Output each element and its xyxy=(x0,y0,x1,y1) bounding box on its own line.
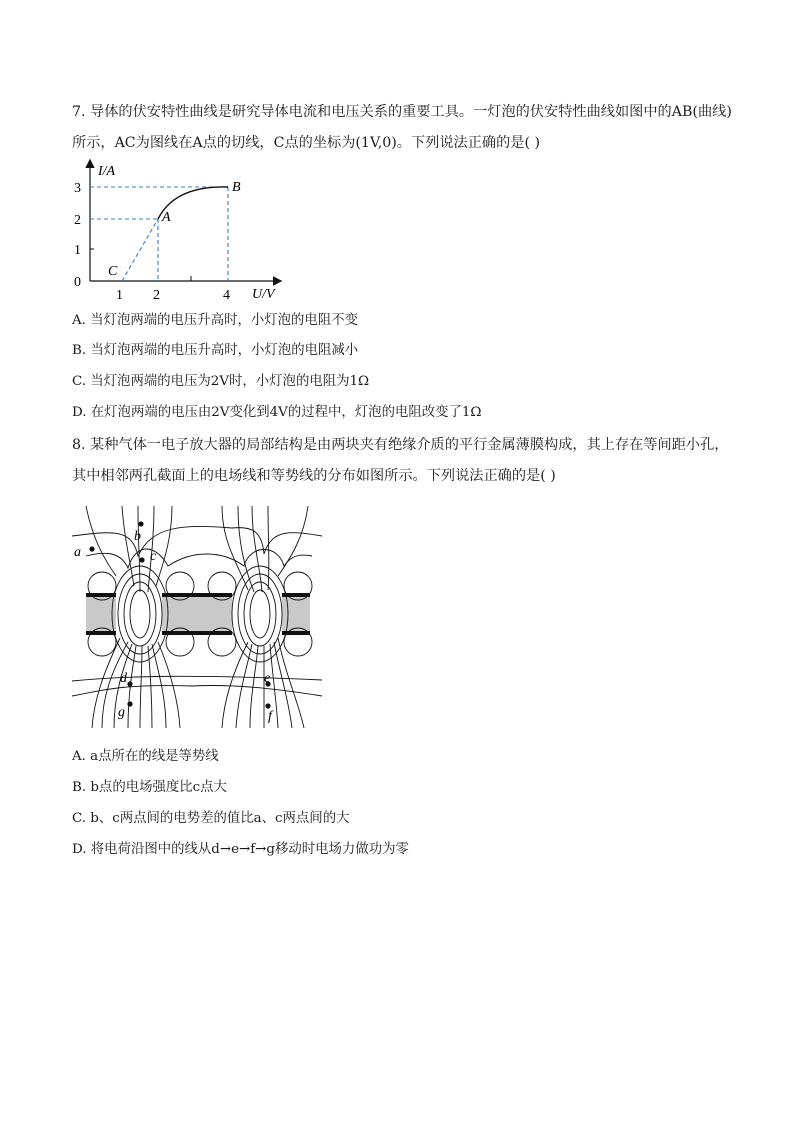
label-e: e xyxy=(264,671,271,686)
q8-option-a: A. a点所在的线是等势线 xyxy=(72,749,219,764)
y-tick-3: 3 xyxy=(74,181,81,196)
point-c-label: C xyxy=(108,264,118,279)
electric-field-figure xyxy=(72,506,322,728)
y-axis-label: I/A xyxy=(98,164,116,179)
y-tick-2: 2 xyxy=(74,213,81,228)
q7-stem-line1: 7. 导体的伏安特性曲线是研究导体电流和电压关系的重要工具。一灯泡的伏安特性曲线如图中的AB(曲线) xyxy=(72,104,732,120)
q8-option-c: C. b、c两点间的电势差的值比a、c两点间的大 xyxy=(72,811,350,826)
label-d: d xyxy=(120,671,127,686)
q8-stem-line2: 其中相邻两孔截面上的电场线和等势线的分布如图所示。下列说法正确的是( ) xyxy=(72,468,556,484)
point-f-dot xyxy=(265,703,270,708)
iv-characteristic-graph xyxy=(70,155,300,305)
x-tick-1: 1 xyxy=(116,288,123,303)
label-f: f xyxy=(268,709,272,724)
label-g: g xyxy=(118,705,125,720)
y-tick-0: 0 xyxy=(74,275,81,290)
x-tick-4: 4 xyxy=(223,288,230,303)
tangent-line-ac xyxy=(122,219,158,281)
point-d-dot xyxy=(127,681,132,686)
q8-option-d: D. 将电荷沿图中的线从d→e→f→g移动时电场力做功为零 xyxy=(72,842,409,857)
point-c-dot xyxy=(139,557,144,562)
y-tick-1: 1 xyxy=(74,243,81,258)
point-a-dot xyxy=(89,546,94,551)
point-b-label: B xyxy=(232,180,241,195)
q7-option-d: D. 在灯泡两端的电压由2V变化到4V的过程中，灯泡的电阻改变了1Ω xyxy=(72,405,482,420)
q8-option-b: B. b点的电场强度比c点大 xyxy=(72,780,227,795)
label-c: c xyxy=(150,549,157,564)
q7-option-a: A. 当灯泡两端的电压升高时，小灯泡的电阻不变 xyxy=(72,313,358,328)
x-tick-2: 2 xyxy=(153,288,160,303)
label-b: b xyxy=(134,529,141,544)
q8-stem-line1: 8. 某种气体一电子放大器的局部结构是由两块夹有绝缘介质的平行金属薄膜构成，其上存在等间距小孔， xyxy=(72,437,729,453)
point-g-dot xyxy=(127,701,132,706)
label-a: a xyxy=(74,545,81,560)
q7-option-c: C. 当灯泡两端的电压为2V时，小灯泡的电阻为1Ω xyxy=(72,374,370,389)
point-a-label: A xyxy=(162,210,171,225)
q7-stem-line2: 所示，AC为图线在A点的切线，C点的坐标为(1V,0)。下列说法正确的是( ) xyxy=(72,135,541,151)
q7-option-b: B. 当灯泡两端的电压升高时，小灯泡的电阻减小 xyxy=(72,343,359,358)
point-b-dot xyxy=(138,521,143,526)
x-axis-label: U/V xyxy=(252,287,275,302)
